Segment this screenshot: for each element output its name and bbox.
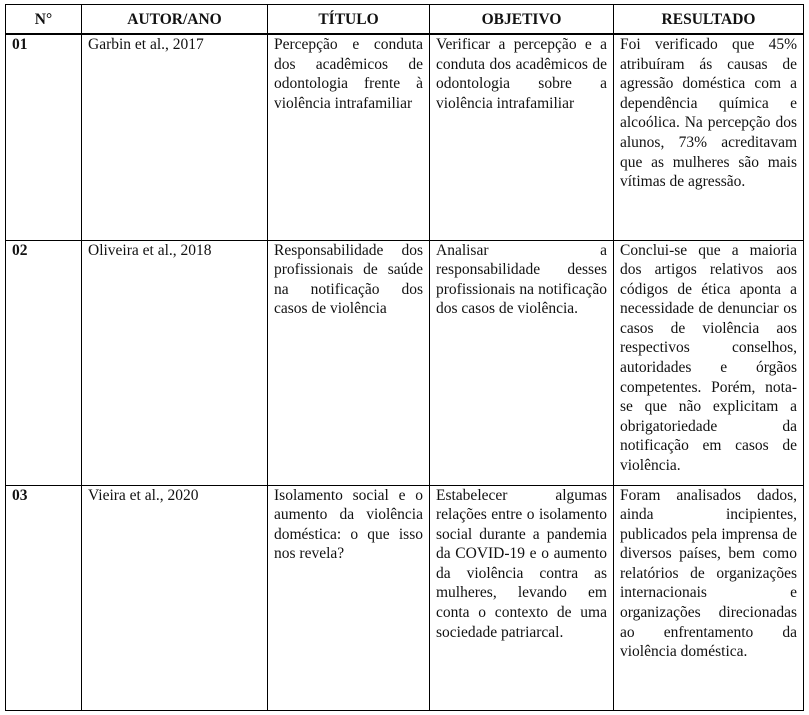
table-row [6, 485, 804, 710]
header-author-year: AUTOR/ANO [82, 5, 268, 35]
row-title: Isolamento social e o aumento da violência doméstica: o que isso nos revela? [268, 485, 430, 710]
row-result: Foi verificado que 45% atribuíram ás causas de agressão doméstica com a dependência química e alcoólica. Na percepção dos alunos, 73% acreditavam que as mulheres são mais vítimas de agressão. [614, 34, 804, 240]
header-row [6, 5, 804, 35]
row-number: 02 [6, 240, 82, 485]
row-author-year: Vieira et al., 2020 [82, 485, 268, 710]
table-row [6, 240, 804, 485]
row-title: Percepção e conduta dos acadêmicos de odontologia frente à violência intrafamiliar [268, 34, 430, 240]
row-result: Conclui-se que a maioria dos artigos relativos aos códigos de ética aponta a necessidade de denunciar os casos de violência aos respectivos conselhos, autoridades e órgãos competentes. Porém, nota-se que não explicitam a obrigatoriedade da notificação em casos de violência. [614, 240, 804, 485]
table-row [6, 34, 804, 240]
row-author-year: Garbin et al., 2017 [82, 34, 268, 240]
header-result: RESULTADO [614, 5, 804, 35]
row-author-year: Oliveira et al., 2018 [82, 240, 268, 485]
literature-review-table [5, 4, 804, 711]
row-objective: Estabelecer algumas relações entre o isolamento social durante a pandemia da COVID-19 e o aumento da violência contra as mulheres, levando em conta o contexto de uma sociedade patriarcal. [430, 485, 614, 710]
row-objective: Verificar a percepção e a conduta dos acadêmicos de odontologia sobre a violência intrafamiliar [430, 34, 614, 240]
header-number: N° [6, 5, 82, 35]
row-number: 01 [6, 34, 82, 240]
row-number: 03 [6, 485, 82, 710]
row-objective: Analisar a responsabilidade desses profissionais na notificação dos casos de violência. [430, 240, 614, 485]
row-result: Foram analisados dados, ainda incipientes, publicados pela imprensa de diversos países, bem como relatórios de organizações internacionais e organizações direcionadas ao enfrentamento da violência doméstica. [614, 485, 804, 710]
header-objective: OBJETIVO [430, 5, 614, 35]
row-title: Responsabilidade dos profissionais de saúde na notificação dos casos de violência [268, 240, 430, 485]
header-title: TÍTULO [268, 5, 430, 35]
